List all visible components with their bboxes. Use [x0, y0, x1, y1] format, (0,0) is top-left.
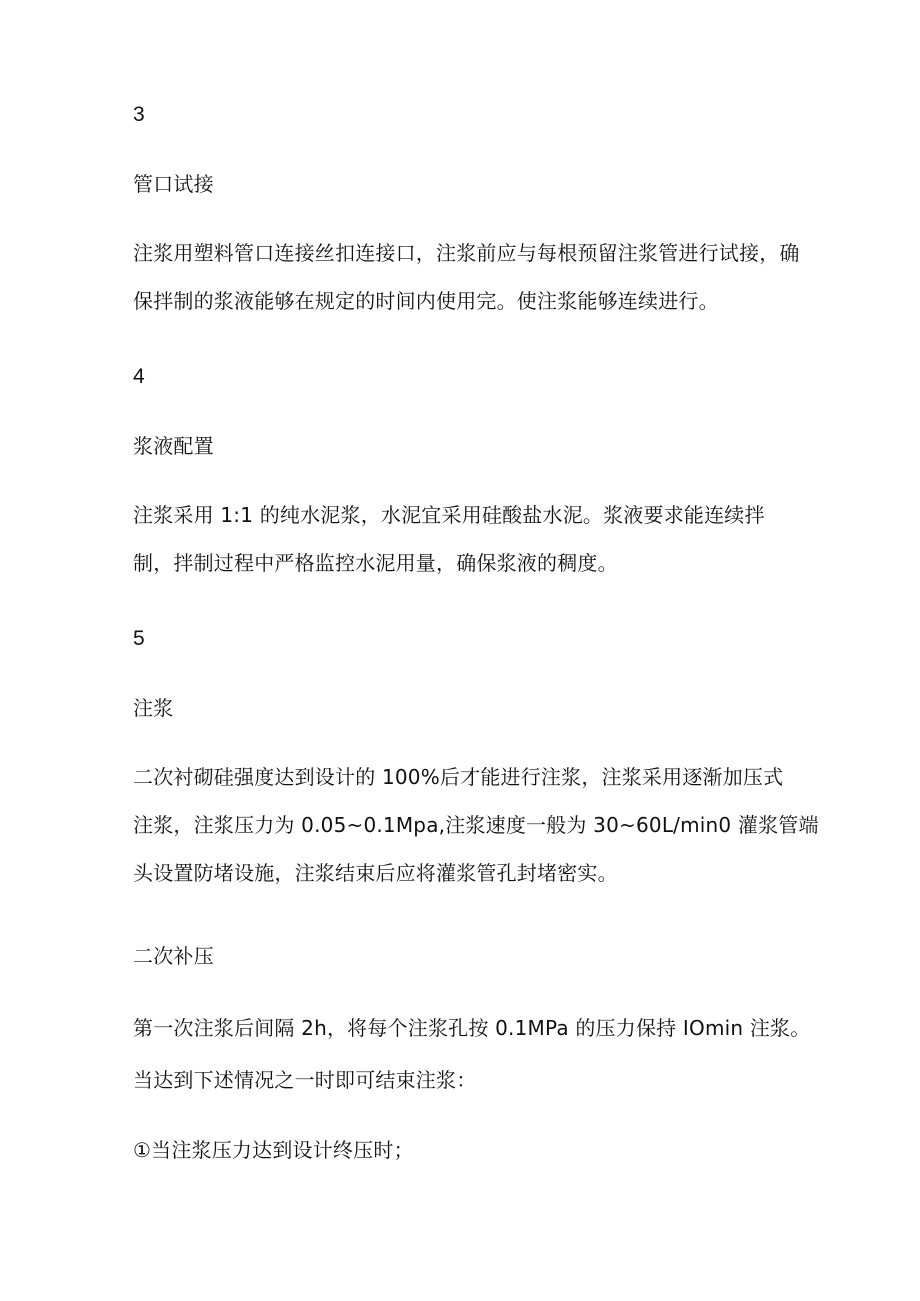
section-heading: 二次补压: [133, 944, 214, 968]
section-number: 4: [133, 365, 145, 388]
section-heading: 管口试接: [133, 172, 214, 196]
paragraph-line: 第一次注浆后间隔 2h，将每个注浆孔按 0.1MPa 的压力保持 IOmin 注浆。: [133, 1016, 811, 1040]
section-heading: 注浆: [133, 696, 174, 720]
list-item: ①当注浆压力达到设计终压时；: [133, 1138, 414, 1162]
paragraph-line: 制，拌制过程中严格监控水泥用量，确保浆液的稠度。: [133, 551, 618, 575]
paragraph-line: 注浆用塑料管口连接丝扣连接口，注浆前应与每根预留注浆管进行试接，确: [133, 241, 800, 265]
paragraph-line: 注浆，注浆压力为 0.05~0.1Mpa,注浆速度一般为 30~60L/min0 灌浆管端: [133, 813, 819, 837]
paragraph-line: 保拌制的浆液能够在规定的时间内使用完。使注浆能够连续进行。: [133, 289, 719, 313]
paragraph-line: 头设置防堵设施，注浆结束后应将灌浆管孔封堵密实。: [133, 861, 618, 885]
section-number: 3: [133, 103, 145, 126]
section-heading: 浆液配置: [133, 434, 214, 458]
section-number: 5: [133, 627, 145, 650]
paragraph-line: 注浆采用 1:1 的纯水泥浆，水泥宜采用硅酸盐水泥。浆液要求能连续拌: [133, 503, 765, 527]
paragraph-line: 当达到下述情况之一时即可结束注浆：: [133, 1068, 477, 1092]
paragraph-line: 二次衬砌硅强度达到设计的 100%后才能进行注浆，注浆采用逐渐加压式: [133, 765, 784, 789]
